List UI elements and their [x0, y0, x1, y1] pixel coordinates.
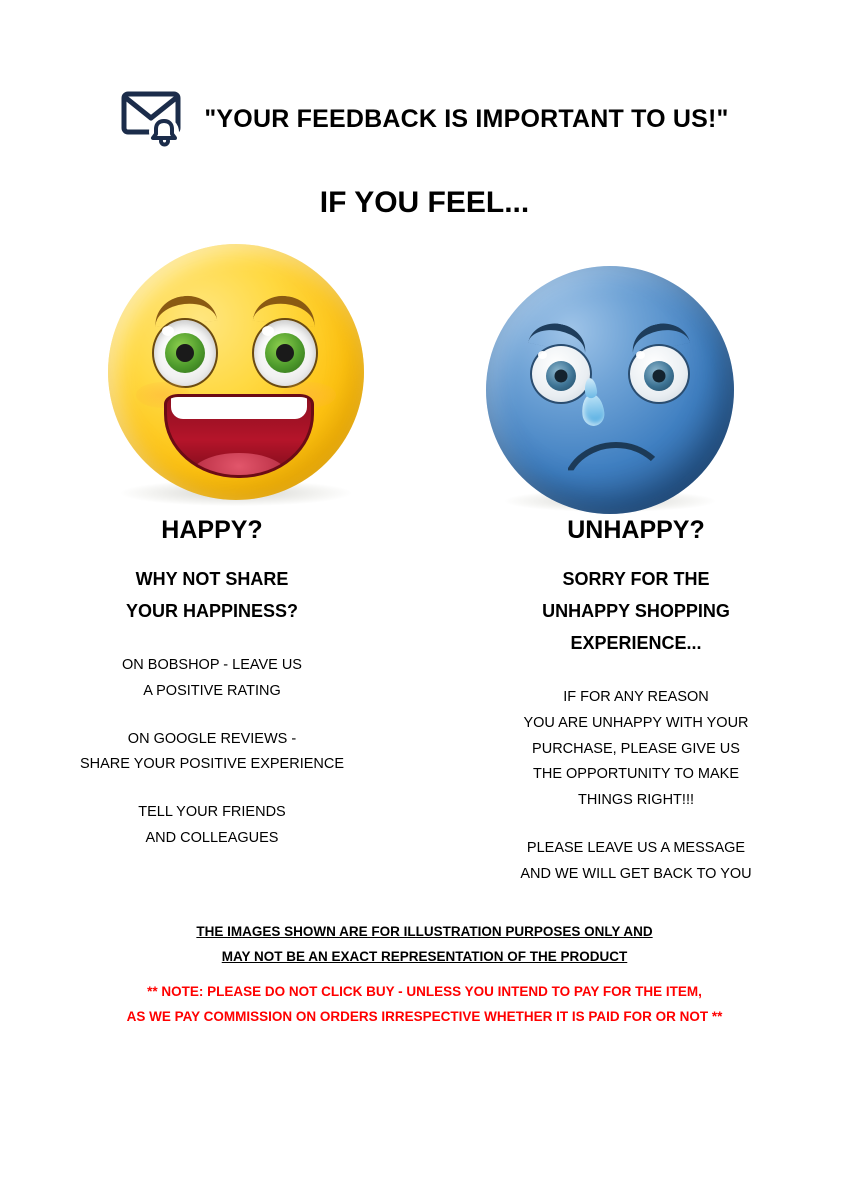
sad-iris-right	[644, 361, 674, 391]
happy-face-circle	[108, 244, 364, 500]
happy-paragraph-3	[0, 800, 424, 852]
unhappy-p1-line5: THINGS RIGHT!!!	[578, 792, 694, 809]
sad-face-circle	[486, 266, 734, 514]
unhappy-body	[424, 685, 848, 888]
happy-eye-right	[252, 318, 318, 388]
happy-pupil-left	[176, 344, 194, 362]
happy-iris-right	[265, 333, 305, 373]
happy-subheading-line1: WHY NOT SHARE	[135, 569, 289, 589]
purchase-note-line2: AS WE PAY COMMISSION ON ORDERS IRRESPECTIVE WHETHER IT IS PAID FOR OR NOT **	[126, 1008, 723, 1024]
unhappy-p2-line2: AND WE WILL GET BACK TO YOU	[520, 865, 752, 882]
purchase-note-line1: ** NOTE: PLEASE DO NOT CLICK BUY - UNLESS YOU INTEND TO PAY FOR THE ITEM,	[147, 983, 702, 999]
happy-p2-line1: ON GOOGLE REVIEWS -	[127, 730, 297, 747]
unhappy-p2-line1: PLEASE LEAVE US A MESSAGE	[526, 840, 746, 857]
unhappy-column	[424, 516, 848, 888]
sad-mouth	[562, 442, 670, 490]
happy-paragraph-1	[0, 653, 424, 705]
happy-pupil-right	[276, 344, 294, 362]
illustration-disclaimer-line2: MAY NOT BE AN EXACT REPRESENTATION OF THE PRODUCT	[221, 948, 628, 964]
unhappy-subheading	[424, 563, 848, 659]
happy-subheading	[0, 563, 424, 627]
sad-eye-right	[628, 344, 690, 404]
unhappy-paragraph-2	[424, 836, 848, 888]
happy-eye-left	[152, 318, 218, 388]
happy-teeth	[171, 397, 307, 419]
happy-tongue	[191, 453, 287, 478]
happy-heading: HAPPY?	[161, 516, 263, 544]
unhappy-p1-line2: YOU ARE UNHAPPY WITH YOUR	[523, 714, 749, 731]
emoji-row	[0, 232, 849, 512]
page-title: "YOUR FEEDBACK IS IMPORTANT TO US!"	[204, 104, 729, 133]
purchase-note	[0, 980, 849, 1030]
unhappy-subheading-line2: UNHAPPY SHOPPING	[542, 601, 730, 622]
happy-subheading-line2: YOUR HAPPINESS?	[125, 601, 299, 622]
happy-p1-line2: A POSITIVE RATING	[143, 682, 281, 699]
illustration-disclaimer-line1: THE IMAGES SHOWN ARE FOR ILLUSTRATION PURPOSES ONLY AND	[196, 924, 653, 939]
unhappy-subheading-line3: EXPERIENCE...	[570, 633, 702, 654]
happy-p1-line1: ON BOBSHOP - LEAVE US	[122, 657, 302, 674]
page-subtitle: IF YOU FEEL...	[319, 186, 530, 219]
happy-face-emoji	[86, 232, 386, 512]
unhappy-p1-line1: IF FOR ANY REASON	[563, 689, 709, 706]
happy-paragraph-2	[0, 727, 424, 779]
sad-glint-right	[636, 351, 645, 359]
unhappy-p1-line3: PURCHASE, PLEASE GIVE US	[532, 740, 740, 757]
mail-bell-icon	[120, 88, 186, 150]
footer	[0, 920, 849, 1030]
unhappy-paragraph-1	[424, 685, 848, 814]
content-columns	[0, 516, 849, 888]
happy-glint-right	[262, 326, 274, 336]
sad-glint-left	[538, 351, 547, 359]
happy-glint-left	[162, 326, 174, 336]
tear-drop-icon	[580, 393, 605, 427]
unhappy-heading: UNHAPPY?	[567, 516, 705, 544]
happy-p3-line2: AND COLLEAGUES	[145, 830, 279, 847]
sad-pupil-right	[653, 370, 666, 383]
happy-body	[0, 653, 424, 852]
sad-pupil-left	[555, 370, 568, 383]
happy-iris-left	[165, 333, 205, 373]
happy-p2-line2: SHARE YOUR POSITIVE EXPERIENCE	[79, 756, 345, 773]
happy-p3-line1: TELL YOUR FRIENDS	[138, 804, 286, 821]
sad-iris-left	[546, 361, 576, 391]
happy-mouth	[164, 394, 314, 478]
sad-face-emoji	[460, 250, 760, 530]
unhappy-subheading-line1: SORRY FOR THE	[562, 569, 710, 589]
sad-eye-left	[530, 344, 592, 404]
header	[0, 88, 849, 150]
unhappy-p1-line4: THE OPPORTUNITY TO MAKE	[533, 766, 739, 783]
illustration-disclaimer	[0, 920, 849, 970]
happy-column	[0, 516, 424, 888]
